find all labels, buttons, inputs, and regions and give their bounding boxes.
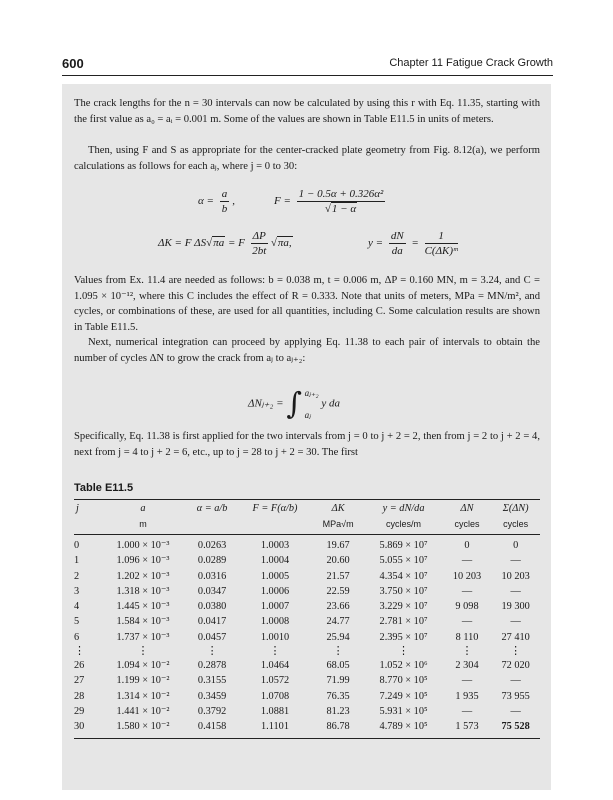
table-cell: 8 110 [455,631,479,643]
table-cell: 24.77 [326,616,350,628]
equation-F: F = $\frac{\text{1 − 0.5α + 0.326α²}}{√1 - \alpha}$ [274,188,384,215]
table-cell: 9 098 [455,601,479,613]
table-cell: 1.318 × 10⁻³ [116,585,170,597]
table-cell: 75 528 [491,719,540,738]
chapter-title: Chapter 11 Fatigue Crack Growth [389,57,553,69]
table-cell: 1.0572 [260,675,290,687]
table-cell: 0.4158 [186,719,238,738]
paragraph-1: The crack lengths for the n = 30 intervals can now be calculated by using this r with Eq. 11.35, starting with the first value as a₀ = aᵢ = 0.001 m. Some of the values are shown in Table E11.5 in units of meters. [74,98,540,125]
table-cell: 1.052 × 10⁶ [379,660,428,672]
table-cell: 1 [74,555,80,567]
results-table [74,499,540,739]
table-cell: ⋮ [461,645,473,658]
table-cell: 1.0004 [260,555,290,567]
table-cell: 0.0316 [197,570,227,582]
equation-y: y = $\frac{dN}{da}$ = $\frac{1}{\text{C(ΔK)ᵐ}}$ [368,230,458,257]
table-cell: 1.314 × 10⁻² [116,690,170,702]
table-cell: — [461,585,473,597]
table-cell: 0.0417 [197,616,227,628]
table-cell: 1.445 × 10⁻³ [116,601,170,613]
equation-alpha: α = $\frac{a}{b}$ , [198,188,235,215]
table-cell: ⋮ [332,645,344,658]
table-cell: 0.3459 [197,690,227,702]
table-cell: 1.000 × 10⁻³ [116,540,170,551]
table-cell: 0.0457 [197,631,227,643]
table-cell: 28 [74,690,85,702]
table-cell: — [510,585,521,597]
table-units-row: m MPa√m cycles/m cycles cycles [74,515,540,535]
table-cell: 23.66 [326,601,350,613]
table-cell: ⋮ [269,645,281,658]
table-cell: — [510,675,521,687]
table-cell: 3.229 × 10⁷ [379,601,428,613]
table-cell: 0 [464,540,470,551]
table-cell: 4.789 × 10⁵ [364,719,442,738]
table-cell: 4.354 × 10⁷ [379,570,428,582]
table-cell: 0.3792 [197,705,227,717]
table-cell: 1.0881 [260,705,290,717]
table-cell: 2 304 [455,660,479,672]
table-cell: — [461,555,473,567]
table-cell: 3.750 × 10⁷ [379,585,428,597]
paragraph-3: Values from Ex. 11.4 are needed as follows: b = 0.038 m, t = 0.006 m, ΔP = 0.160 MN, m = 3.24, and C = 1.095 × 10⁻¹², where this C includes the effect of R = 0.333. Note that units of meters, MPa = MN/m², and cycles, or combinations of these, are used for all quantities, including C. Some calculation results are shown in Table E11.5. [74,275,540,333]
table-cell: — [461,675,473,687]
table-cell: 5.055 × 10⁷ [379,555,428,567]
table-cell: ⋮ [398,645,410,658]
table-ellipsis-row [74,645,540,658]
table-row [74,535,540,554]
table-cell: 29 [74,705,85,717]
table-cell: 5.869 × 10⁷ [379,540,428,551]
table-cell: 81.23 [326,705,350,717]
table-cell: 0.0263 [197,540,227,551]
table-cell: 86.78 [312,719,365,738]
table-cell: 1.0010 [260,631,290,643]
table-cell: 1 935 [455,690,479,702]
table-cell: ⋮ [74,645,85,658]
table-row [74,614,540,629]
table-cell: — [510,555,521,567]
table-row [74,689,540,704]
table-cell: 27 [74,675,85,687]
table-row [74,673,540,688]
table-cell: 19.67 [326,540,350,551]
table-cell: ⋮ [137,645,149,658]
table-cell: 1.0007 [260,601,290,613]
table-cell: 72 020 [501,660,530,672]
table-cell: 26 [74,660,85,672]
table-cell: 19 300 [501,601,530,613]
table-cell: 1.0708 [260,690,290,702]
table-cell: 1 573 [443,719,492,738]
equation-delta-K: ΔK = F ΔS√πa = F $\frac{\Delta P}{2bt}$ √πa, [158,230,292,257]
table-row [74,584,540,599]
table-cell: — [510,616,521,628]
table-cell: 73 955 [501,690,530,702]
table-cell: 1.202 × 10⁻³ [116,570,170,582]
table-cell: 20.60 [326,555,350,567]
table-cell: 7.249 × 10⁵ [379,690,428,702]
table-row [74,658,540,673]
table-cell: 5 [74,616,80,628]
table-cell: 0.0347 [197,585,227,597]
table-cell: 1.0464 [260,660,290,672]
table-cell: 0.0289 [197,555,227,567]
table-cell: 0 [513,540,519,551]
table-cell: 6 [74,631,80,643]
table-cell: 1.096 × 10⁻³ [116,555,170,567]
table-cell: 27 410 [501,631,530,643]
table-cell: 5.931 × 10⁵ [379,705,428,717]
table-cell: 1.0003 [260,540,290,551]
table-row [74,569,540,584]
paragraph-4: Next, numerical integration can proceed by applying Eq. 11.38 to each pair of intervals to obtain the number of cycles ΔN to grow the crack from aⱼ to aⱼ₊₂: [74,337,540,364]
table-cell: — [461,616,473,628]
page-number: 600 [62,56,84,71]
table-cell: 2.395 × 10⁷ [379,631,428,643]
table-cell: — [461,705,473,717]
table-cell: 1.1101 [238,719,312,738]
table-cell: 22.59 [326,585,350,597]
table-cell: 10 203 [452,570,482,582]
table-cell: 0 [74,540,80,551]
paragraph-2: Then, using F and S as appropriate for the center-cracked plate geometry from Fig. 8.12(a), we perform calculations as follows for each aⱼ, where j = 0 to 30: [74,145,540,172]
header-rule [62,75,553,76]
table-row [74,599,540,614]
table-cell: 1.441 × 10⁻² [116,705,170,717]
table-row [74,719,540,738]
table-caption: Table E11.5 [74,482,134,494]
table-cell: 1.199 × 10⁻² [116,675,170,687]
table-row [74,704,540,719]
table-cell: 1.0005 [260,570,290,582]
table-cell: 71.99 [326,675,350,687]
example-box [62,84,551,790]
table-cell: 0.3155 [197,675,227,687]
table-cell: 76.35 [326,690,350,702]
table-cell: 8.770 × 10⁵ [379,675,428,687]
table-cell: 1.0006 [260,585,290,597]
table-header-row: j a α = a/b F = F(α/b) ΔK y = dN/da ΔN Σ(ΔN) [74,500,540,516]
table-row [74,630,540,645]
table-cell: 4 [74,601,80,613]
table-cell: ⋮ [206,645,218,658]
table-cell: 10 203 [501,570,530,582]
table-cell: 0.2878 [197,660,227,672]
table-cell: 68.05 [326,660,350,672]
table-cell: 1.094 × 10⁻² [116,660,170,672]
table-cell: 1.737 × 10⁻³ [116,631,170,643]
table-cell: 1.0008 [260,616,290,628]
table-cell: 2 [74,570,80,582]
paragraph-5: Specifically, Eq. 11.38 is first applied for the two intervals from j = 0 to j + 2 = 2, then from j = 2 to j + 2 = 4, next from j = 4 to j + 2 = 6, etc., up to j = 28 to j + 2 = 30. The first [74,431,540,458]
table-row [74,553,540,568]
table-cell: 2.781 × 10⁷ [379,616,428,628]
table-cell: ⋮ [510,645,522,658]
table-cell: 0.0380 [197,601,227,613]
table-cell: — [510,705,521,717]
table-cell: 21.57 [326,570,350,582]
table-cell: 25.94 [326,631,350,643]
table-cell: 1.584 × 10⁻³ [116,616,170,628]
table-cell: 30 [74,719,100,738]
table-cell: 3 [74,585,80,597]
equation-integral: ΔNⱼ₊₂ = ∫ aⱼ₊₂ aⱼ y da [248,386,341,422]
table-cell: 1.580 × 10⁻² [100,719,186,738]
